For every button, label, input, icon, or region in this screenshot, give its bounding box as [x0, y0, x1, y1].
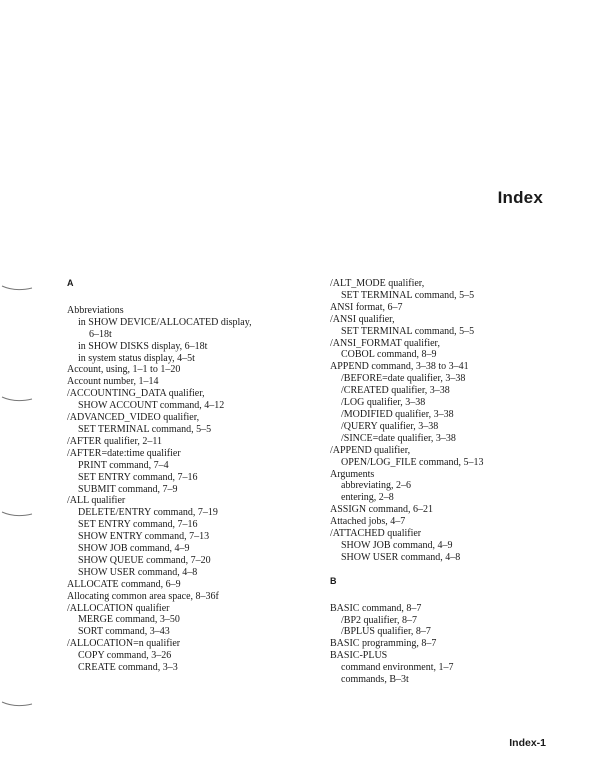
section-heading: B [330, 575, 337, 586]
index-entries [67, 305, 317, 674]
index-entry: APPEND command, 3–38 to 3–41 [330, 361, 469, 373]
index-entry: COBOL command, 8–9 [341, 349, 437, 361]
index-entry: SHOW QUEUE command, 7–20 [78, 554, 211, 566]
index-entry: /AFTER qualifier, 2–11 [67, 435, 163, 447]
index-entry: SET TERMINAL command, 5–5 [341, 289, 475, 301]
index-entries [330, 603, 580, 686]
index-entry: /BEFORE=date qualifier, 3–38 [341, 373, 466, 385]
index-entry: /QUERY qualifier, 3–38 [341, 420, 439, 432]
index-entry: COPY command, 3–26 [78, 650, 172, 662]
index-entry: in SHOW DISKS display, 6–18t [78, 340, 208, 352]
index-entry: /ALL qualifier [67, 495, 126, 507]
index-entry: /LOG qualifier, 3–38 [341, 397, 426, 409]
index-entry: SHOW ENTRY command, 7–13 [78, 531, 210, 543]
section-heading: A [67, 278, 74, 288]
index-entry: Attached jobs, 4–7 [330, 516, 406, 528]
index-entry: SORT command, 3–43 [78, 626, 170, 638]
index-entry: Allocating common area space, 8–36f [67, 590, 219, 602]
index-entry: MERGE command, 3–50 [78, 614, 180, 626]
index-entry: BASIC-PLUS [330, 650, 388, 662]
index-entry: /MODIFIED qualifier, 3–38 [341, 408, 454, 420]
index-entry: ASSIGN command, 6–21 [330, 504, 434, 516]
index-entry: /APPEND qualifier, [330, 444, 411, 456]
index-entry: DELETE/ENTRY command, 7–19 [78, 507, 218, 519]
index-entry: Account number, 1–14 [67, 376, 159, 388]
margin-mark [0, 284, 40, 294]
margin-mark [0, 700, 40, 710]
index-entry: SHOW JOB command, 4–9 [78, 543, 190, 555]
index-column-left [67, 278, 317, 674]
index-entry: 6–18t [89, 328, 112, 340]
index-entry: Arguments [330, 468, 375, 480]
index-entry: entering, 2–8 [341, 492, 394, 504]
index-entry: PRINT command, 7–4 [78, 459, 169, 471]
margin-mark [0, 510, 40, 520]
index-entry: /BP2 qualifier, 8–7 [341, 614, 417, 626]
index-entry: /CREATED qualifier, 3–38 [341, 385, 450, 397]
index-entry: Account, using, 1–1 to 1–20 [67, 364, 181, 376]
index-entry: /ANSI_FORMAT qualifier, [330, 337, 440, 349]
index-entry: SET TERMINAL command, 5–5 [341, 325, 475, 337]
index-entry: /ANSI qualifier, [330, 313, 395, 325]
index-entry: commands, B–3t [341, 674, 409, 686]
index-entry: BASIC command, 8–7 [330, 602, 422, 614]
index-entry: Abbreviations [67, 304, 124, 316]
index-entry: SET ENTRY command, 7–16 [78, 471, 198, 483]
index-entry: command environment, 1–7 [341, 662, 454, 674]
index-entry: in SHOW DEVICE/ALLOCATED display, [78, 316, 252, 328]
index-entry: OPEN/LOG_FILE command, 5–13 [341, 456, 484, 468]
page-number: Index-1 [509, 737, 546, 749]
index-entry: /ALLOCATION qualifier [67, 602, 170, 614]
index-entry: /ACCOUNTING_DATA qualifier, [67, 388, 205, 400]
index-entry: /SINCE=date qualifier, 3–38 [341, 432, 456, 444]
index-entry: /ALLOCATION=n qualifier [67, 638, 181, 650]
index-entry: CREATE command, 3–3 [78, 662, 178, 674]
index-entry: /ATTACHED qualifier [330, 528, 422, 540]
page-title: Index [497, 188, 543, 207]
index-column-right [330, 278, 580, 686]
index-entry: ANSI format, 6–7 [330, 301, 403, 313]
index-entry: SET ENTRY command, 7–16 [78, 519, 198, 531]
index-entry: SHOW ACCOUNT command, 4–12 [78, 400, 225, 412]
index-entry: SHOW USER command, 4–8 [78, 566, 198, 578]
index-entry: abbreviating, 2–6 [341, 480, 411, 492]
index-entry: ALLOCATE command, 6–9 [67, 578, 181, 590]
index-entry: /AFTER=date:time qualifier [67, 447, 181, 459]
index-entry: /ADVANCED_VIDEO qualifier, [67, 412, 200, 424]
index-entry: in system status display, 4–5t [78, 352, 195, 364]
index-entry: SET TERMINAL command, 5–5 [78, 423, 212, 435]
index-entry: BASIC programming, 8–7 [330, 638, 437, 650]
margin-mark [0, 395, 40, 405]
index-entry: SHOW JOB command, 4–9 [341, 539, 453, 551]
index-entry: SHOW USER command, 4–8 [341, 551, 461, 563]
index-entries [330, 278, 580, 564]
index-entry: /ALT_MODE qualifier, [330, 278, 425, 289]
index-entry: SUBMIT command, 7–9 [78, 483, 178, 495]
index-entry: /BPLUS qualifier, 8–7 [341, 626, 431, 638]
